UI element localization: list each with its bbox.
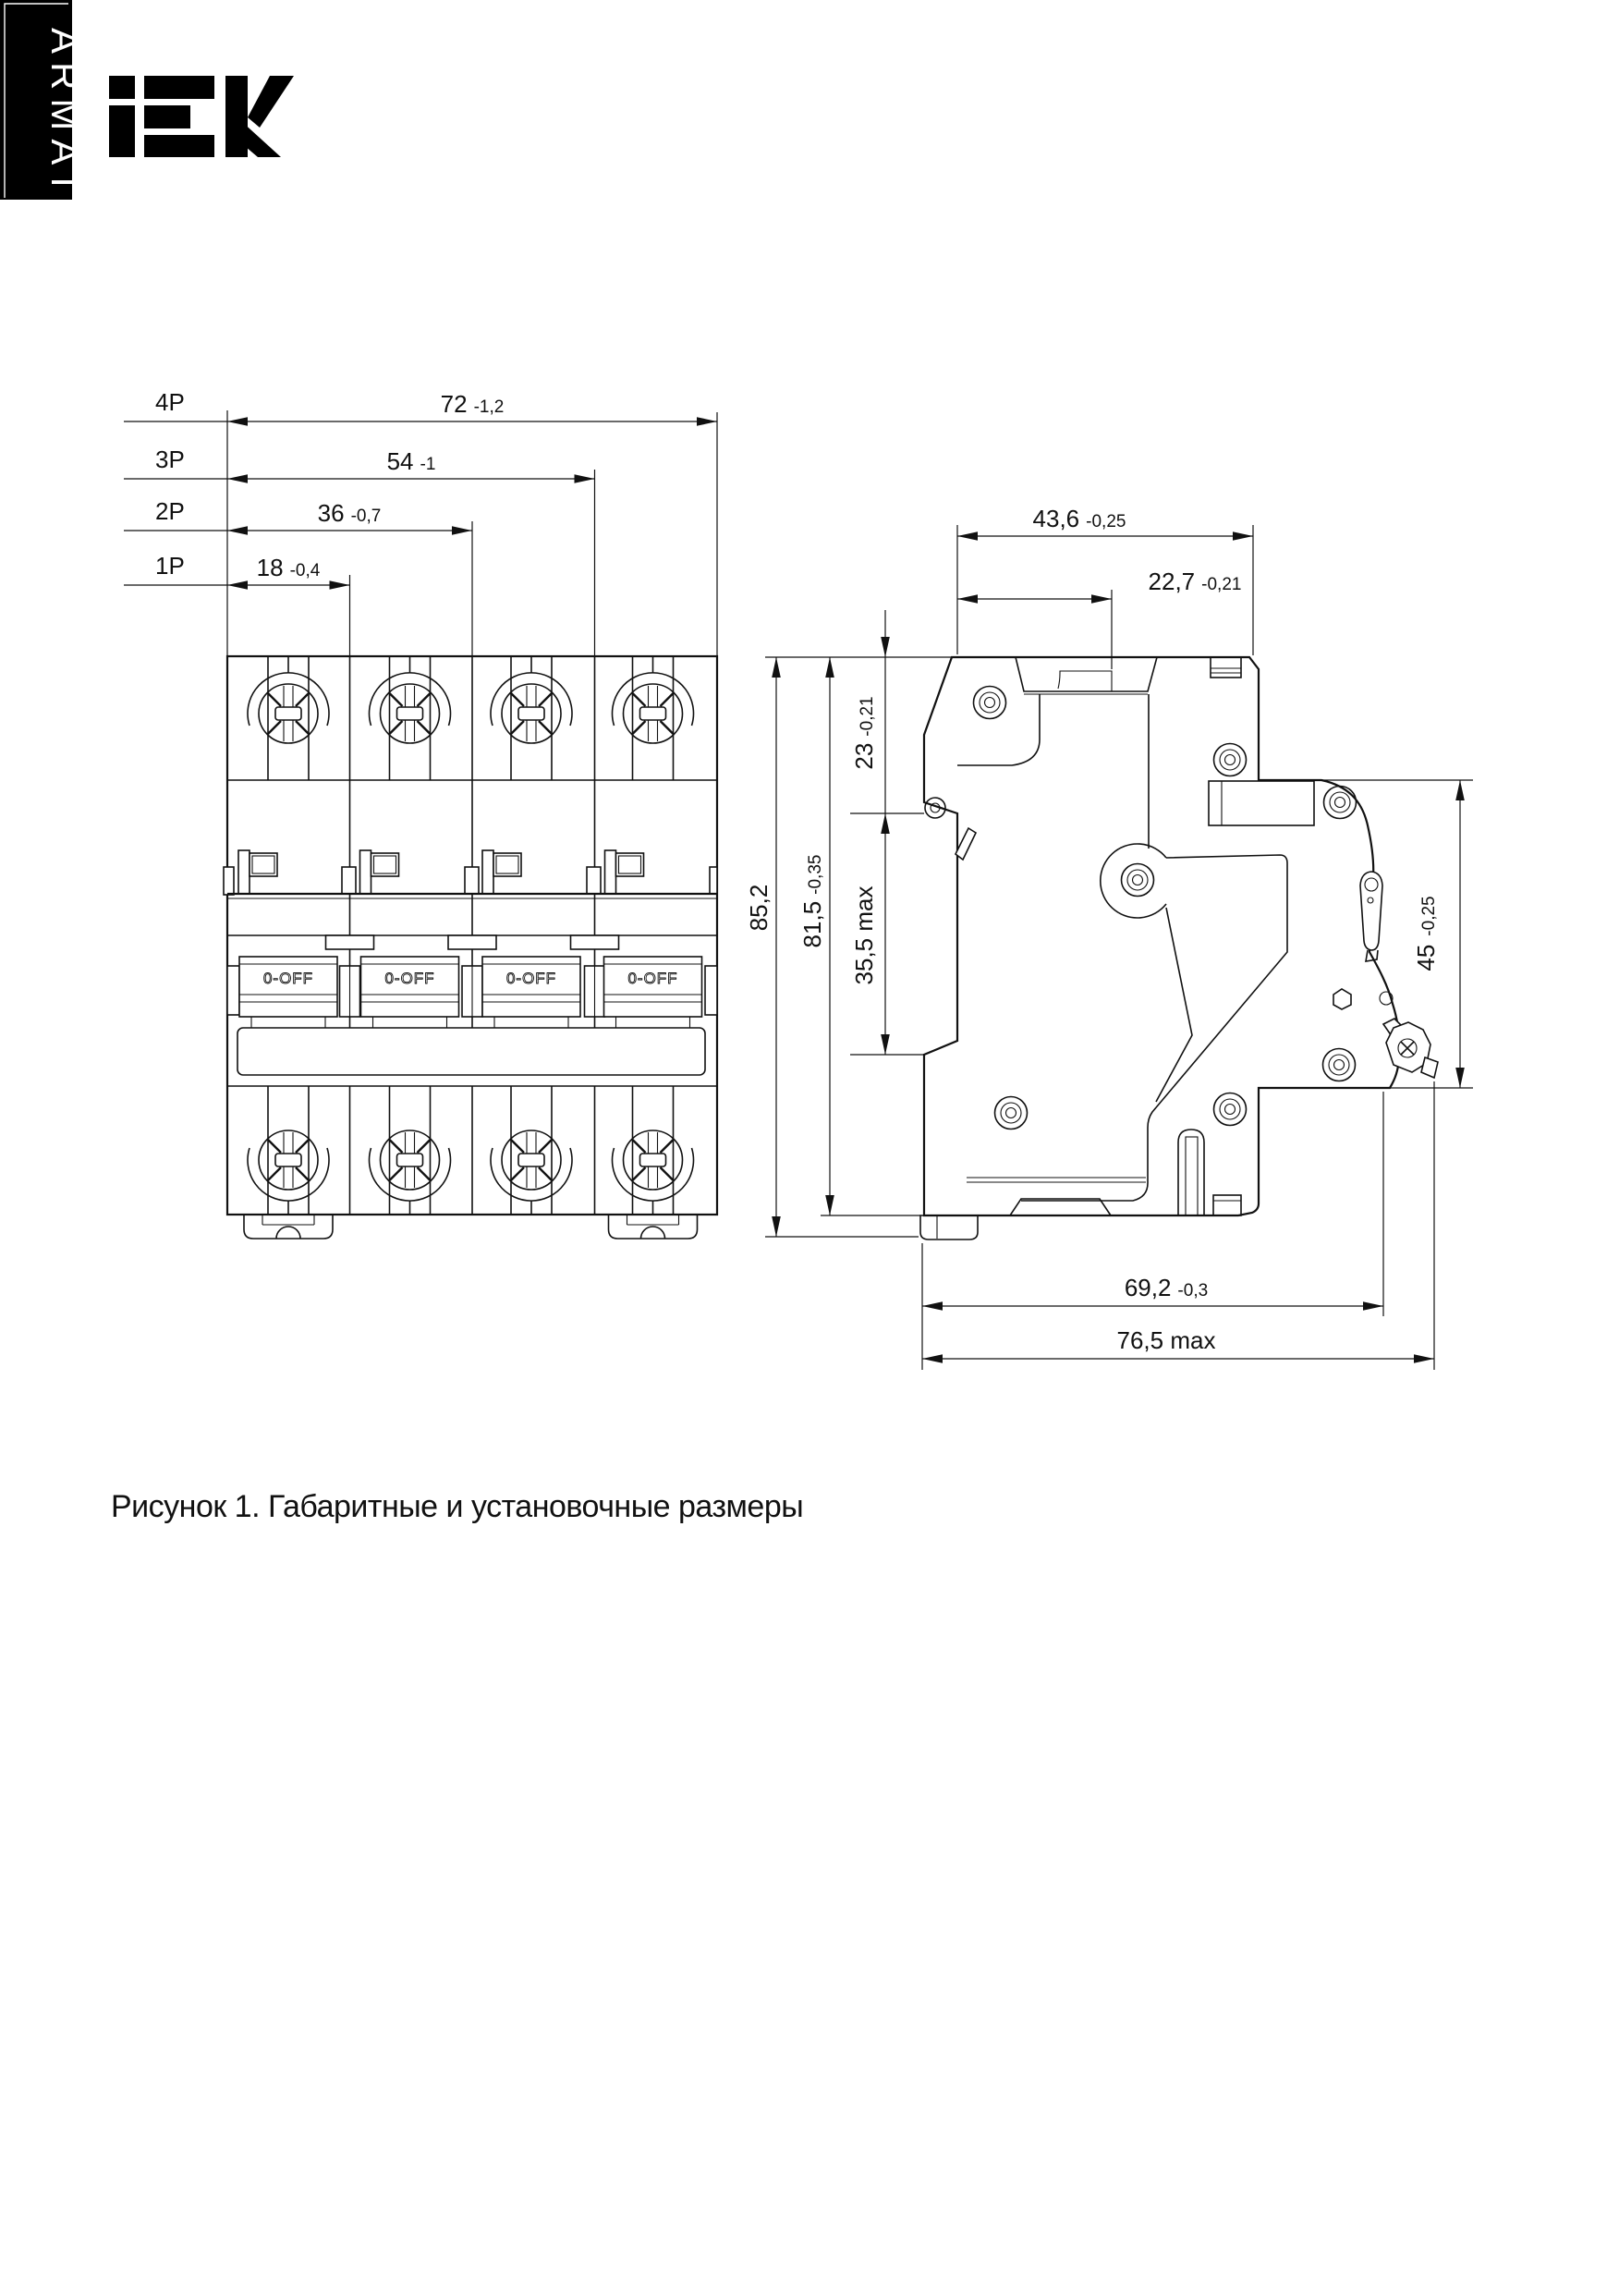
- handle-label-3: 0-OFF: [505, 970, 557, 987]
- front-view-drawing: [224, 656, 717, 1239]
- side-toggle-handle: [1333, 872, 1393, 1009]
- dim-row-2p: [124, 497, 472, 535]
- pole-label-3p: 3P: [155, 446, 185, 473]
- pole-label-4p: 4P: [155, 388, 185, 416]
- dim-1p: 18 -0,4: [256, 554, 321, 581]
- handle-label-2: 0-OFF: [384, 970, 435, 987]
- svg-text:43,6-0,25: 43,6 -0,25: [1032, 505, 1126, 532]
- front-screw-top-4: [613, 656, 694, 780]
- svg-text:85,2: 85,2: [745, 884, 773, 932]
- side-terminal-screw: [1383, 1019, 1438, 1078]
- svg-text:22,7-0,21: 22,7 -0,21: [1148, 568, 1242, 595]
- front-screw-top-1: [248, 656, 329, 780]
- side-rivets: [974, 687, 1357, 1130]
- dim-3p: 54 -1: [386, 447, 436, 475]
- svg-text:23-0,21: 23-0,21: [850, 696, 878, 770]
- svg-text:69,2-0,3: 69,2 -0,3: [1124, 1274, 1209, 1301]
- svg-text:35,5 max: 35,5 max: [850, 885, 878, 985]
- dim-din-top: [850, 610, 890, 834]
- handle-label-4: 0-OFF: [627, 970, 678, 987]
- front-pole-dimensions: [124, 388, 717, 656]
- side-label-window: [1209, 781, 1314, 825]
- dim-row-1p: [124, 552, 350, 590]
- front-screw-bottom-1: [248, 1086, 329, 1215]
- front-screw-bottom-2: [370, 1086, 451, 1215]
- front-din-foot-right: [609, 1215, 698, 1239]
- svg-text:45-0,25: 45-0,25: [1412, 896, 1440, 971]
- iek-logo: [109, 76, 294, 157]
- svg-text:81,5-0,35: 81,5-0,35: [798, 854, 826, 948]
- handle-label-1: 0-OFF: [262, 970, 314, 987]
- pole-label-1p: 1P: [155, 552, 185, 580]
- dim-height-total: [745, 657, 781, 1237]
- dim-height-body: [798, 657, 834, 1215]
- front-screw-top-3: [491, 656, 572, 780]
- dim-mount-offset: [957, 568, 1241, 669]
- brand-sidebar: [0, 0, 87, 202]
- brand-vertical-text: ARMAT: [43, 28, 87, 202]
- dim-4p: 72 -1,2: [440, 390, 505, 418]
- side-view-drawing: [920, 657, 1438, 1240]
- figure-caption: Рисунок 1. Габаритные и установочные размеры: [111, 1489, 804, 1524]
- front-screw-bottom-3: [491, 1086, 572, 1215]
- handle-tie-bar: [237, 1028, 705, 1075]
- dim-2p: 36 -0,7: [317, 499, 382, 527]
- front-screw-bottom-4: [613, 1086, 694, 1215]
- svg-text:76,5 max: 76,5 max: [1116, 1326, 1216, 1354]
- front-screw-top-2: [370, 656, 451, 780]
- front-din-foot-left: [244, 1215, 333, 1239]
- dim-din-rail: [850, 813, 890, 1055]
- pole-label-2p: 2P: [155, 497, 185, 525]
- dim-row-4p: [124, 388, 717, 426]
- dim-row-3p: [124, 446, 595, 483]
